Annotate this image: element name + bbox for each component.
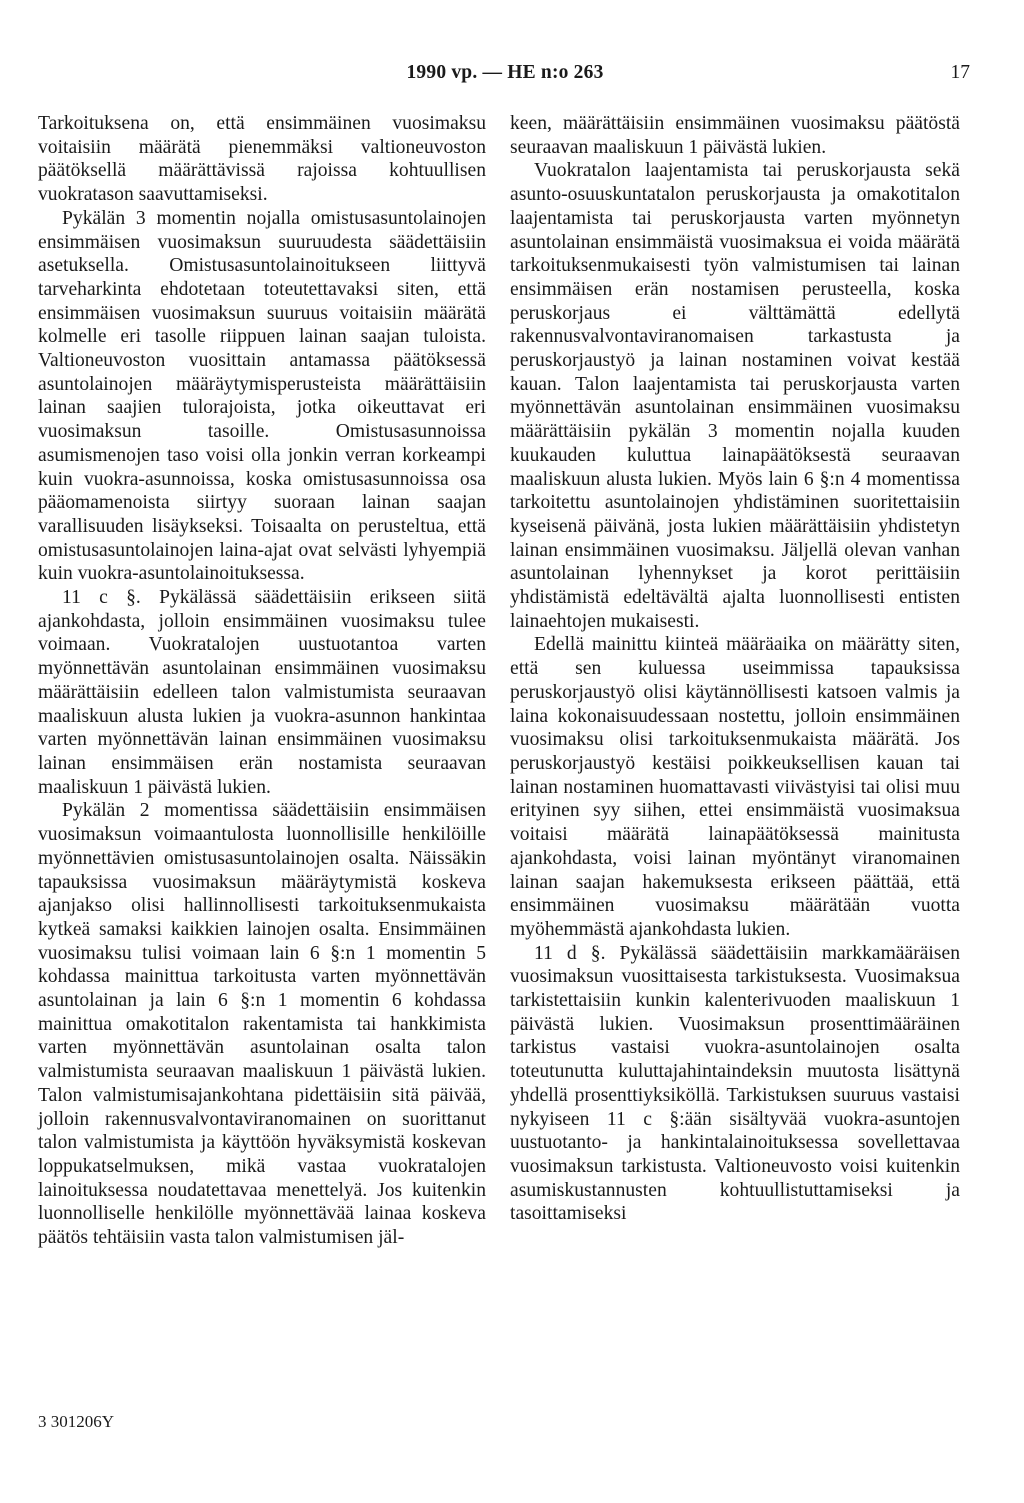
page-number: 17	[950, 62, 970, 83]
paragraph: Tarkoituksena on, että ensimmäinen vuosimaksu voitaisiin määrätä pienemmäksi valtioneuvoston päätöksellä määrättävissä rajoissa kohtuullisen vuokratason saavuttamiseksi.	[38, 113, 486, 206]
paragraph: keen, määrättäisiin ensimmäinen vuosimaksu päätöstä seuraavan maaliskuun 1 päivästä lukien.	[510, 113, 960, 158]
paragraph: Edellä mainittu kiinteä määräaika on määrätty siten, että sen kuluessa useimmissa tapauksissa peruskorjaustyö olisi käytännöllisesti katsoen valmis ja laina kokonaisuudessaan nostettu, jolloin ensimmäinen vuosimaksu olisi tarkoituksenmukaista määrätä. Jos peruskorjaustyö kestäisi poikkeuksellisen kauan tai lainan nostaminen huomattavasti viivästyisi tai olisi muu erityinen syy siihen, ettei ensimmäistä vuosimaksua voitaisi määrätä lainapäätöksessä mainitusta ajankohdasta, voisi lainan myöntänyt viranomainen lainan saajan hakemuksesta erikseen päättää, että ensimmäinen vuosimaksu määrätään vuotta myöhemmästä ajankohdasta lukien.	[510, 634, 960, 940]
left-column	[38, 112, 486, 1250]
page-header	[40, 62, 970, 90]
document-title: 1990 vp. — HE n:o 263	[406, 62, 604, 83]
print-code: 3 301206Y	[38, 1412, 115, 1431]
paragraph: Pykälän 2 momentissa säädettäisiin ensimmäisen vuosimaksun voimaantulosta luonnollisille henkilöille myönnettävien omistusasuntolainojen osalta. Näissäkin tapauksissa vuosimaksun määräytymistä koskeva ajanjakso olisi hallinnollisesti tarkoituksenmukaista kytkeä samaksi kaikkien lainojen osalta. Ensimmäinen vuosimaksu tulisi voimaan lain 6 §:n 1 momentin 5 kohdassa mainittua tarkoitusta varten myönnettävän asuntolainan ja lain 6 §:n 1 momentin 6 kohdassa mainittua omakotitalon rakentamista tai hankkimista varten myönnettävän asuntolainan osalta talon valmistumista seuraavan maaliskuun 1 päivästä lukien. Talon valmistumisajankohtana pidettäisiin sitä päivää, jolloin rakennusvalvontaviranomainen on suorittanut talon valmistumista ja käyttöön hyväksymistä koskevan loppukatselmuksen, mikä vastaa vuokratalojen lainoituksessa noudatettavaa menettelyä. Jos kuitenkin luonnolliselle henkilölle myönnettävää lainaa koskeva päätös tehtäisiin vasta talon valmistumisen jäl-	[38, 800, 486, 1249]
paragraph: Vuokratalon laajentamista tai peruskorjausta sekä asunto-osuuskuntatalon peruskorjausta ja omakotitalon laajentamista tai peruskorjausta varten myönnetyn asuntolainan ensimmäistä vuosimaksua ei voida määrätä tarkoituksenmukaisesti työn valmistumisen tai lainan ensimmäisen erän nostamisen perusteella, koska peruskorjaus ei välttämättä edellytä rakennusvalvontaviranomaisen tarkastusta ja peruskorjaustyö ja lainan nostaminen voivat kestää kauan. Talon laajentamista tai peruskorjausta varten myönnettävän asuntolainan ensimmäinen vuosimaksu määrättäisiin pykälän 3 momentin nojalla kuuden kuukauden kuluttua lainapäätöksestä seuraavan maaliskuun alusta lukien. Myös lain 6 §:n 4 momentissa tarkoitettu asuntolainojen yhdistäminen suoritettaisiin kyseisenä päivänä, josta lukien määrättäisiin yhdistetyn lainan ensimmäinen vuosimaksu. Jäljellä olevan vanhan asuntolainan lyhennykset ja korot perittäisiin yhdistämistä edeltävältä ajalta luonnollisesti entisten lainaehtojen mukaisesti.	[510, 160, 960, 632]
paragraph: Pykälän 3 momentin nojalla omistusasuntolainojen ensimmäisen vuosimaksun suuruudesta säädettäisiin asetuksella. Omistusasuntolainoitukseen liittyvä tarveharkinta ehdotetaan toteutettavaksi siten, että ensimmäisen vuosimaksun suuruus voitaisiin määrätä kolmelle eri tasolle riippuen lainan saajan tuloista. Valtioneuvoston vuosittain antamassa päätöksessä asuntolainojen määräytymisperusteista määrättäisiin lainan saajien tulorajoista, jotka oikeuttavat eri vuosimaksun tasoille. Omistusasunnoissa asumismenojen taso voisi olla jonkin verran korkeampi kuin vuokra-asunnoissa, koska omistusasunnoissa osa pääomamenoista siirtyy suoraan lainan saajan varallisuuden lisäykseksi. Toisaalta on perusteltua, että omistusasuntolainojen laina-ajat ovat selvästi lyhyempiä kuin vuokra-asuntolainoituksessa.	[38, 207, 486, 585]
paragraph: 11 c §. Pykälässä säädettäisiin erikseen siitä ajankohdasta, jolloin ensimmäinen vuosimaksu tulee voimaan. Vuokratalojen uustuotantoa varten myönnettävän asuntolainan ensimmäinen vuosimaksu määrättäisiin edelleen talon valmistumista seuraavan maaliskuun alusta lukien ja vuokra-asunnon hankintaa varten myönnettävän lainan ensimmäinen vuosimaksu lainan ensimmäisen erän nostamista seuraavan maaliskuun 1 päivästä lukien.	[38, 587, 486, 798]
paragraph: 11 d §. Pykälässä säädettäisiin markkamääräisen vuosimaksun vuosittaisesta tarkistuksesta. Vuosimaksua tarkistettaisiin kunkin kalenterivuoden maaliskuun 1 päivästä lukien. Vuosimaksun prosenttimääräinen tarkistus vastaisi vuokra-asuntolainojen osalta toteutunutta kuluttajahintaindeksin muutosta lisättynä yhdellä prosenttiyksiköllä. Tarkistuksen suuruus vastaisi nykyiseen 11 c §:ään sisältyvää vuokra-asuntojen uustuotanto- ja hankintalainoituksessa sovellettavaa vuosimaksun tarkistusta. Valtioneuvosto voisi kuitenkin asumiskustannusten kohtuullistuttamiseksi ja tasoittamiseksi	[510, 942, 960, 1225]
right-column	[510, 112, 960, 1226]
